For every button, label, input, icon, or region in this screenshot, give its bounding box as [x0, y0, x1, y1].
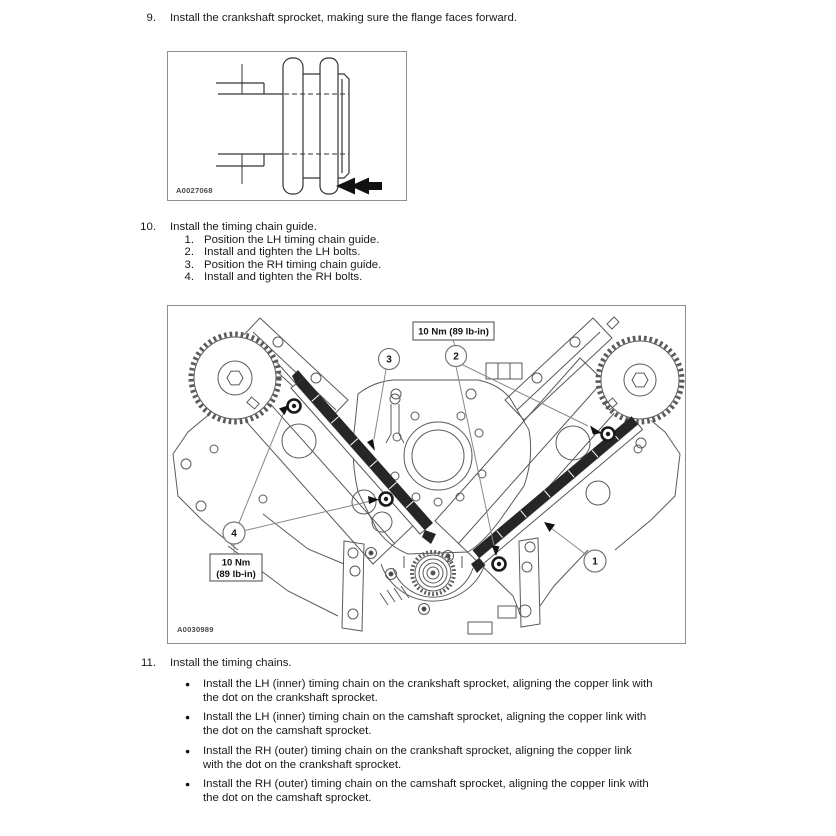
bullet-icon: ● [185, 679, 191, 689]
torque-top-label: 10 Nm (89 lb-in) [418, 326, 489, 338]
substep-4-text: Install and tighten the RH bolts. [204, 271, 363, 283]
substep-3-text: Position the RH timing chain guide. [204, 259, 382, 271]
step-10-number: 10. [140, 221, 156, 233]
callout-4 [223, 522, 245, 544]
bullet-4-line-1: Install the RH (outer) timing chain on the camshaft sprocket, aligning the copper link with [203, 778, 649, 790]
figure-timing-chain-guides [167, 305, 686, 644]
substep-1-text: Position the LH timing chain guide. [204, 234, 380, 246]
torque-left-line2: (89 lb-in) [216, 569, 256, 580]
figure-code-label: A0030989 [177, 625, 214, 634]
bullet-4 [203, 778, 649, 805]
substep-4-number: 4. [184, 271, 194, 283]
substep-2-number: 2. [184, 246, 194, 258]
step-11-text: Install the timing chains. [170, 657, 292, 669]
crankshaft-sprocket-drawing [168, 52, 406, 200]
bullet-3-line-2: with the dot on the crankshaft sprocket. [203, 758, 402, 771]
flange-direction-arrow-icon [336, 178, 382, 195]
bullet-icon: ● [185, 779, 191, 789]
svg-text:1: 1 [592, 556, 598, 568]
substep-2-text: Install and tighten the LH bolts. [204, 246, 361, 258]
bullet-icon: ● [185, 712, 191, 722]
svg-text:4: 4 [231, 528, 237, 540]
substep-1-number: 1. [184, 234, 194, 246]
bullet-3-line-1: Install the RH (outer) timing chain on the crankshaft sprocket, aligning the copper link [203, 745, 632, 757]
callout-2 [446, 346, 467, 367]
torque-left-line1: 10 Nm [221, 557, 251, 569]
step-10-text: Install the timing chain guide. [170, 221, 317, 233]
step-9-text: Install the crankshaft sprocket, making sure the flange faces forward. [170, 12, 517, 24]
sprocket-flanges [283, 58, 338, 194]
bullet-2-line-2: the dot on the camshaft sprocket. [203, 724, 372, 737]
bullet-1 [203, 678, 653, 705]
bullet-2 [203, 711, 646, 738]
bullet-3 [203, 745, 632, 772]
rear-bore-outer [404, 422, 472, 490]
lh-chain-guide [291, 370, 436, 544]
rear-bore-inner [412, 430, 464, 482]
svg-text:2: 2 [453, 351, 459, 363]
figure-crankshaft-sprocket [167, 51, 407, 201]
substep-3-number: 3. [184, 259, 194, 271]
bullet-1-line-2: the dot on the crankshaft sprocket. [203, 691, 378, 704]
crankshaft-area [228, 514, 588, 634]
bullet-4-line-2: the dot on the camshaft sprocket. [203, 791, 372, 804]
callout-3 [379, 349, 400, 370]
engine-front-diagram [168, 306, 685, 643]
step-11-number: 11. [141, 657, 156, 669]
bullet-icon: ● [185, 746, 191, 756]
right-cam-rail [505, 318, 612, 420]
torque-box-left [210, 554, 262, 581]
figure-code-label: A0027068 [176, 186, 213, 195]
torque-box-top [413, 322, 494, 340]
left-cam-sprocket [191, 334, 279, 422]
right-cam-sprocket [598, 317, 682, 422]
step-9-number: 9. [146, 12, 156, 24]
bullet-1-line-1: Install the LH (inner) timing chain on the crankshaft sprocket, aligning the copper link with [203, 678, 653, 690]
callout-1 [584, 550, 606, 572]
svg-text:3: 3 [386, 354, 392, 366]
bullet-2-line-1: Install the LH (inner) timing chain on the camshaft sprocket, aligning the copper link with [203, 711, 647, 723]
